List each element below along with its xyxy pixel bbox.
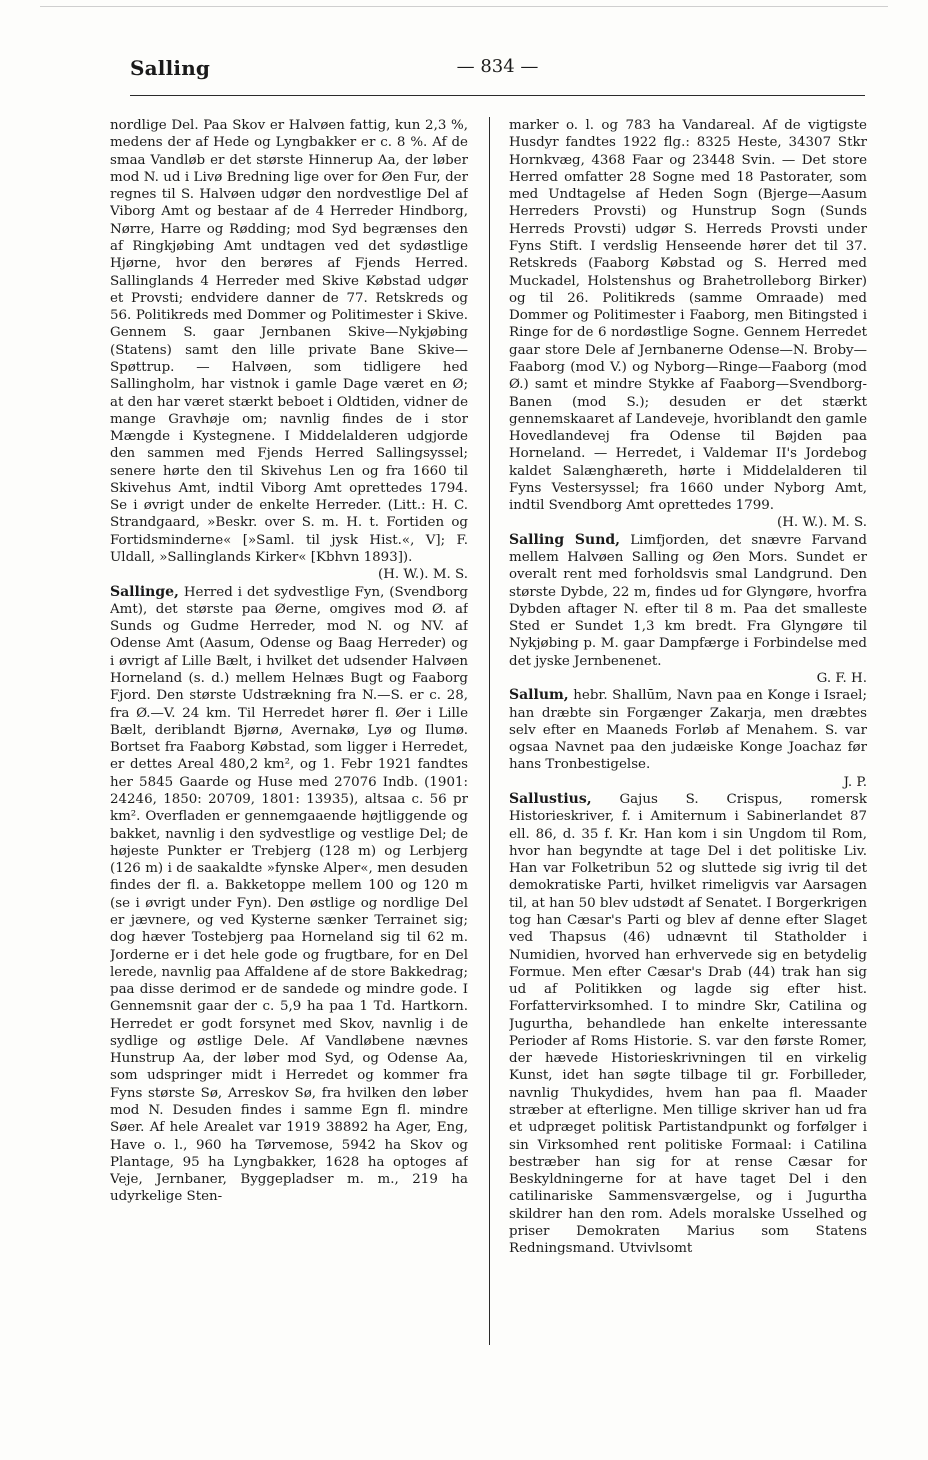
entry-sallinge-signature: (H. W.). M. S.: [776, 515, 867, 531]
entry-sallinge: [110, 584, 468, 1206]
entry-sallinge-continuation: marker o. l. og 783 ha Vandareal. Af de vigtigste Husdyr fandtes 1922 flg.: 8325 Heste, 34307 Stkr Hornkvæg, 4368 Faar og 23448 Svin. — Det store Herred omfatter 28 Sogne med 18 Pastorater, som med Undtagelse af Heden Sogn (Bjerge—Aasum Herreders Provsti) og Hunstrup Sogn (Sunds Herreds Provsti) udgør S. Herreds Provsti under Fyns Stift. I verdslig Henseende hører det til 37. Retskreds (Faaborg Købstad og S. Herred med Muckadel, Holstenshus og Brahetrolleborg Birker) og til 26. Politikreds (samme Omraade) med Dommer og Politimester i Faaborg, men Bitingsted i Ringe for de 6 nordøstlige Sogne. Gennem Herredet gaar store Dele af Jernbanerne Odense—N. Broby—Faaborg (mod V.) og Nyborg—Ringe—Faaborg (mod Ø.) samt et mindre Stykke af Faaborg—Svendborg-Banen (mod S.); desuden er det stærkt gennemskaaret af Landeveje, hvoriblandt den gamle Hovedlandevej fra Odense til Bøjden paa Horneland. — Herredet, i Valdemar II's Jordebog kaldet Salænghæreth, hørte i Middelalderen til Fyns Vestersyssel; fra 1660 under Nyborg Amt, indtil Svendborg Amt oprettedes 1799.: [509, 118, 867, 514]
left-column: [110, 117, 468, 1347]
entry-salling-sund: [509, 532, 867, 670]
entry-sallustius-headword: Sallustius,: [509, 790, 592, 807]
header-rule: [130, 95, 865, 96]
entry-salling-sund-signature: G. F. H.: [816, 671, 867, 686]
entry-salling-continuation: nordlige Del. Paa Skov er Halvøen fattig, kun 2,3 %, medens der af Hede og Lyngbakker er c. 8 %. Af de smaa Vandløb er det største Hinnerup Aa, der løber mod N. ud i Livø Bredning lige over for Øen Fur, der regnes til S. Halvøen udgør den nordvestlige Del af Viborg Amt og bestaar af de 4 Herreder Hindborg, Nørre, Harre og Rødding; mod Syd begrænses den af Ringkjøbing Amt undtagen ved det sydøstlige Hjørne, hvor den berøres af Fjends Herred. Sallinglands 4 Herreder med Skive Købstad udgør et Provsti; endvidere danner de 77. Retskreds og 56. Politikreds med Dommer og Politimester i Skive. Gennem S. gaar Jernbanen Skive—Nykjøbing (Statens) samt den lille private Bane Skive—Spøttrup. — Halvøen, som tidligere hed Sallingholm, har vistnok i gamle Dage været en Ø; at den har været stærkt beboet i Oldtiden, vidner de mange Gravhøje om; navnlig findes de i stor Mængde i Kystegnene. I Middelalderen udgjorde den sammen med Fjends Herred Sallingsyssel; senere hørte den til Skivehus Len og fra 1660 til Skivehus Amt, indtil Viborg Amt oprettedes 1794. Se i øvrigt under de enkelte Herreder. (Litt.: H. C. Strandgaard, »Beskr. over S. m. H. t. Fortiden og Fortidsminderne« [»Saml. til jysk Hist.«, V]; F. Uldall, »Sallinglands Kirker« [Kbhvn 1893]).: [110, 118, 468, 566]
entry-sallum: [509, 687, 867, 773]
entry-salling-sund-body: Limfjorden, det snævre Farvand mellem Halvøen Salling og Øen Mors. Sundet er overalt rent med forholdsvis smal Landgrund. Den største Dybde, 22 m, findes ud for Glyngøre, hvorfra Dybden aftager N. efter til 8 m. Paa det smalleste Sted er Sundet 1,3 km bredt. Fra Glyngøre til Nykjøbing p. M. gaar Dampfærge i Forbindelse med det jyske Jernbenenet.: [509, 532, 867, 669]
top-edge-line: [40, 6, 888, 7]
right-column: [509, 117, 867, 1347]
entry-salling-signature: (H. W.). M. S.: [377, 567, 468, 583]
page-number: — 834 —: [456, 56, 539, 77]
column-divider: [489, 117, 490, 1345]
entry-sallinge-headword: Sallinge,: [110, 583, 179, 600]
entry-sallustius-body: Gajus S. Crispus, romersk Historieskriver, f. i Amiternum i Sabinerlandet 87 ell. 86, d. 35 f. Kr. Han kom i sin Ungdom til Rom, hvor han begyndte at tage Del i det politiske Liv. Han var Folketribun 52 og sluttede sig ivrig til det demokratiske Parti, hvilket rimeligvis var Aarsagen til, at han 50 blev udstødt af Senatet. I Borgerkrigen tog han Cæsar's Parti og blev af denne efter Slaget ved Thapsus (46) udnævnt til Statholder i Numidien, hvorved han erhvervede sig en betydelig Formue. Men efter Cæsar's Drab (44) trak han sig ud af Politikken og lagde sig efter hist. Forfattervirksomhed. I to mindre Skr, Catilina og Jugurtha, behandlede han enkelte interessante Perioder af Roms Historie. S. var den første Romer, der hævede Historieskrivningen til en virkelig Kunst, idet han søgte tilbage til gr. Forbilleder, navnlig Thukydides, hvem han paa fl. Maader stræber at efterligne. Men tillige skriver han ud fra et udpræget politisk Partistandpunkt og forfølger i sin Virksomhed rent politiske Formaal: i Catilina bestræber han sig for at rense Cæsar for Beskyldningerne for at have taget Del i den catilinariske Sammensværgelse, og i Jugurtha skildrer han den rom. Adels moralske Usselhed og priser Demokraten Marius som Statens Redningsmand. Utvivlsomt: [509, 791, 867, 1257]
entry-salling-sund-headword: Salling Sund,: [509, 531, 621, 548]
entry-sallinge-body: Herred i det sydvestlige Fyn, (Svendborg Amt), det største paa Øerne, omgives mod Ø. af Sunds og Gudme Herreder, mod N. og NV. af Odense Amt (Aasum, Odense og Baag Herreder) og i øvrigt af Lille Bælt, i hvilket det udsender Halvøen Horneland (s. d.) mellem Helnæs Bugt og Faaborg Fjord. Den største Udstrækning fra N.—S. er c. 28, fra Ø.—V. 24 km. Til Herredet hører fl. Øer i Lille Bælt, deriblandt Bjørnø, Avernakø, Lyø og Ilumø. Bortset fra Faaborg Købstad, som ligger i Herredet, er dettes Areal 480,2 km², og 1. Febr 1921 fandtes her 5845 Gaarde og Huse med 27076 Indb. (1901: 24246, 1850: 20709, 1801: 13935), altsaa c. 56 pr km². Overfladen er gennemgaaende højtliggende og bakket, navnlig i den sydvestlige og vestlige Del; de højeste Punkter er Trebjerg (128 m) og Lerbjerg (126 m) i de saakaldte »fynske Alper«, men desuden findes der fl. a. Bakketoppe mellem 100 og 120 m (se i øvrigt under Fyn). Den østlige og nordlige Del er jævnere, og ved Kysterne sænker Terrainet sig; dog hæver Tostebjerg paa Horneland sig til 62 m. Jorderne er i det hele gode og frugtbare, for en Del lerede, navnlig paa Affaldene af de store Bakkedrag; paa disse derimod er de sandede og mindre gode. I Gennemsnit gaar der c. 5,9 ha paa 1 Td. Hartkorn. Herredet er godt forsynet med Skov, navnlig i de sydlige og østlige Dele. Af Vandløbene nævnes Hunstrup Aa, der løber mod Syd, og Odense Aa, som udspringer midt i Herredet og kommer fra Fyns største Sø, Arreskov Sø, fra hvilken den løber mod N. Desuden findes i samme Egn fl. mindre Søer. Af hele Arealet var 1919 38892 ha Ager, Eng, Have o. l., 960 ha Tørvemose, 5942 ha Skov og Plantage, 95 ha Lyngbakker, 1628 ha optoges af Veje, Jernbaner, Byggepladser m. m., 219 ha udyrkelige Sten-: [110, 584, 468, 1205]
entry-sallum-body: hebr. Shallūm, Navn paa en Konge i Israel; han dræbte sin Forgænger Zakarja, men dræbtes selv efter en Maaneds Forløb af Menahem. S. var ogsaa Navnet paa den judæiske Konge Joachaz før hans Tronbestigelse.: [509, 688, 867, 773]
running-title: Salling: [130, 56, 211, 80]
entry-sallum-headword: Sallum,: [509, 687, 569, 704]
entry-sallum-signature: J. P.: [843, 774, 867, 790]
page-header: [130, 56, 865, 88]
entry-sallustius: [509, 791, 867, 1258]
